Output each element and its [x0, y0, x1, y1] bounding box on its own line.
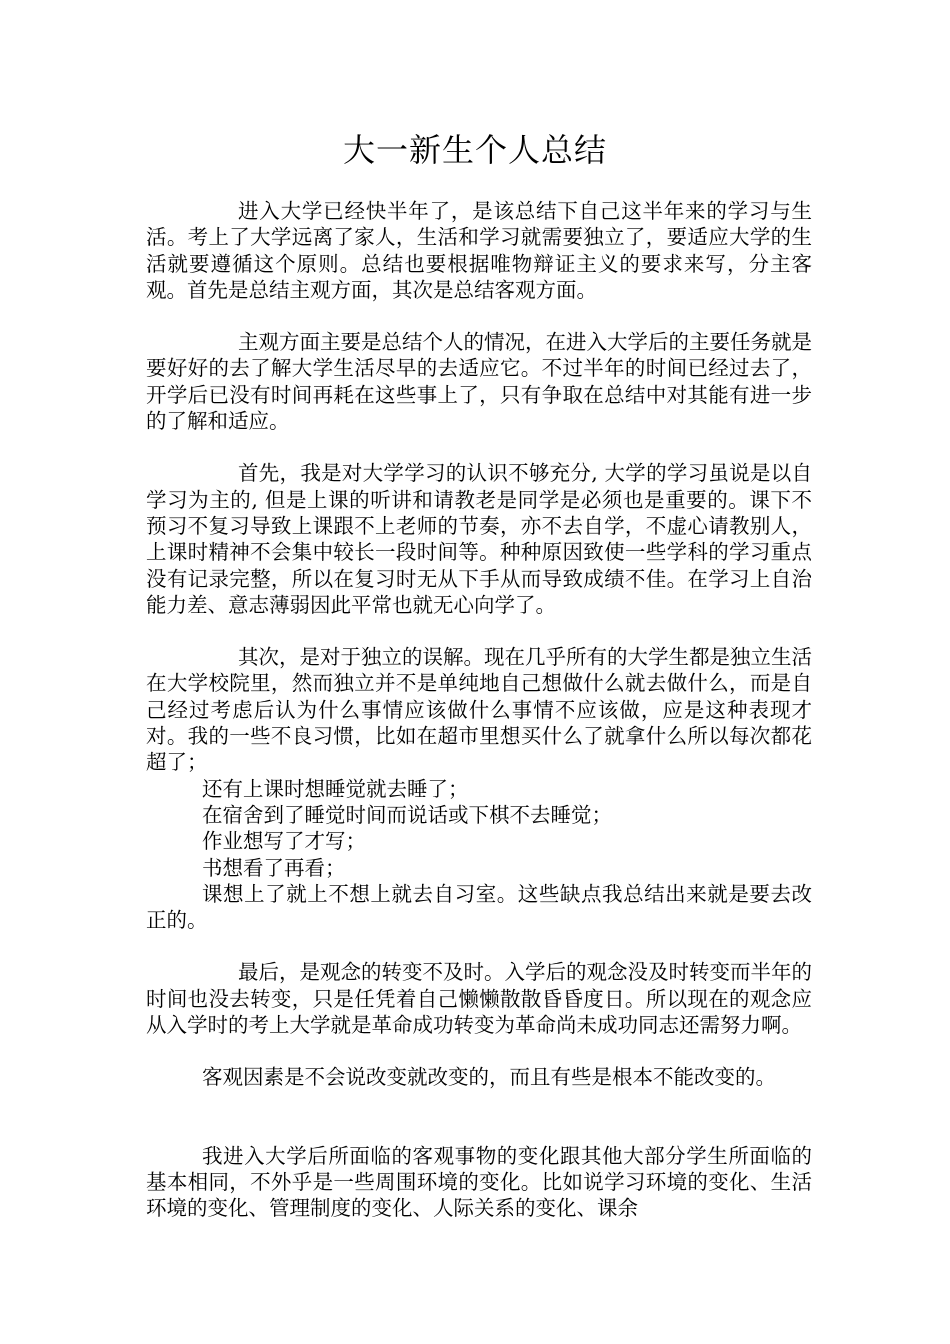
habit-line-last: 课想上了就上不想上就去自习室。这些缺点我总结出来就是要去改正的。 — [146, 881, 812, 933]
paragraph-spacer — [146, 434, 812, 460]
paragraph-spacer — [146, 1038, 812, 1064]
document-body — [146, 198, 812, 1222]
paragraph-second-point: 其次，是对于独立的误解。现在几乎所有的大学生都是独立生活在大学校院里，然而独立并不是单纯地自己想做什么就去做什么，而是自己经过考虑后认为什么事情应该做什么事情不应该做，应是这种表现才对。我的一些不良习惯，比如在超市里想买什么了就拿什么所以每次都花超了； — [146, 645, 812, 775]
paragraph-spacer — [146, 303, 812, 329]
paragraph-objective-detail: 我进入大学后所面临的客观事物的变化跟其他大部分学生所面临的基本相同，不外乎是一些周围环境的变化。比如说学习环境的变化、生活环境的变化、管理制度的变化、人际关系的变化、课余 — [146, 1143, 812, 1221]
paragraph-spacer — [146, 1091, 812, 1143]
paragraph-intro: 进入大学已经快半年了，是该总结下自己这半年来的学习与生活。考上了大学远离了家人，生活和学习就需要独立了，要适应大学的生活就要遵循这个原则。总结也要根据唯物辩证主义的要求来写，分主客观。首先是总结主观方面，其次是总结客观方面。 — [146, 199, 812, 302]
paragraph-last-point: 最后，是观念的转变不及时。入学后的观念没及时转变而半年的时间也没去转变，只是任凭着自己懒懒散散昏昏度日。所以现在的观念应从入学时的考上大学就是革命成功转变为革命尚未成功同志还需努力啊。 — [146, 960, 812, 1038]
paragraph-first-point: 首先，我是对大学学习的认识不够充分, 大学的学习虽说是以自学习为主的, 但是上课的听讲和请教老是同学是必须也是重要的。课下不预习不复习导致上课跟不上老师的节奏，亦不去自学，不虚心请教别人，上课时精神不会集中较长一段时间等。种种原因致使一些学科的学习重点没有记录完整，所以在复习时无从下手从而导致成绩不佳。在学习上自治能力差、意志薄弱因此平常也就无心向学了。 — [146, 461, 812, 617]
habit-line: 在宿舍到了睡觉时间而说话或下棋不去睡觉； — [202, 802, 612, 827]
paragraph-objective: 客观因素是不会说改变就改变的，而且有些是根本不能改变的。 — [202, 1065, 776, 1090]
habit-line: 还有上课时想睡觉就去睡了； — [202, 776, 469, 801]
paragraph-spacer — [146, 933, 812, 959]
document-title: 大一新生个人总结 — [342, 131, 607, 169]
paragraph-spacer — [146, 618, 812, 644]
habit-line: 书想看了再看； — [202, 855, 346, 880]
habit-line: 作业想写了才写； — [202, 829, 366, 854]
paragraph-subjective: 主观方面主要是总结个人的情况，在进入大学后的主要任务就是要好好的去了解大学生活尽早的去适应它。不过半年的时间已经过去了，开学后已没有时间再耗在这些事上了，只有争取在总结中对其能有进一步的了解和适应。 — [146, 330, 812, 434]
